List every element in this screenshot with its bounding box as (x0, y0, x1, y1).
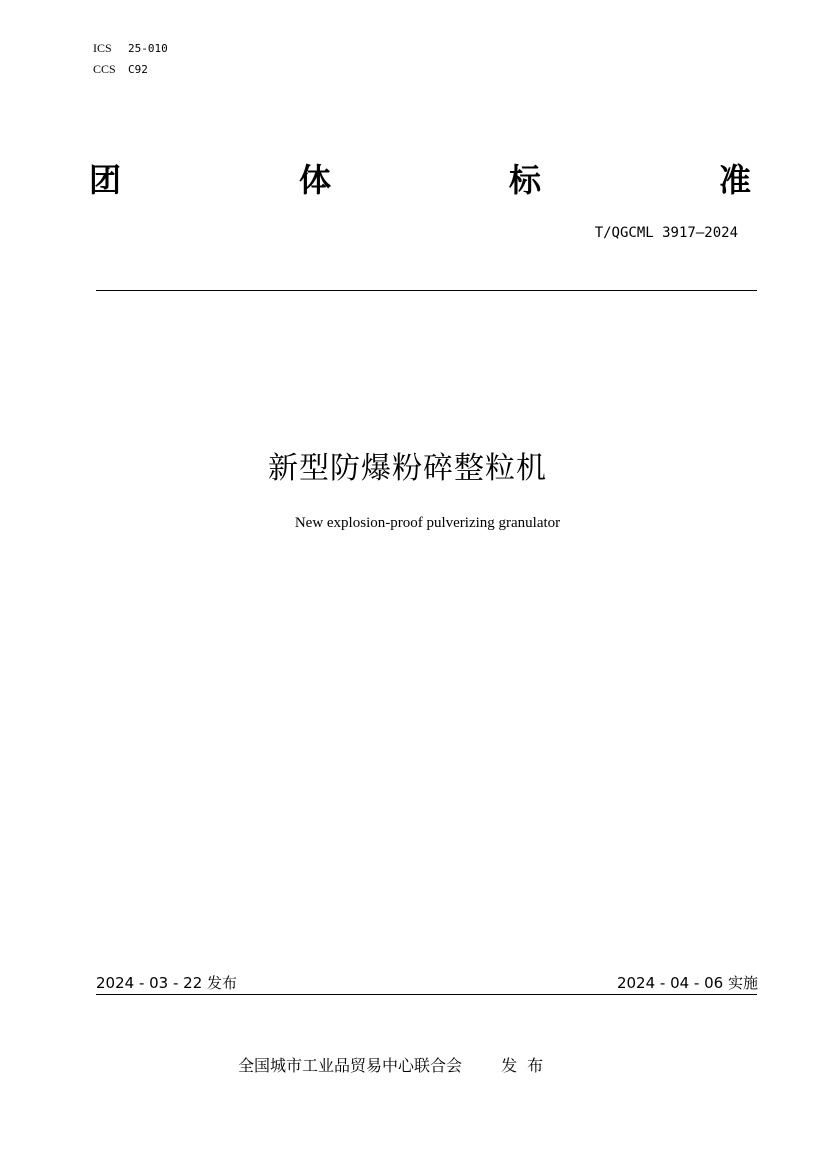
issuer-line (238, 1053, 553, 1076)
document-title-chinese: 新型防爆粉碎整粒机 (268, 451, 547, 486)
standard-type-char: 标 (508, 161, 541, 199)
ics-value: 25-010 (128, 42, 168, 55)
ccs-value: C92 (128, 63, 148, 76)
standard-type-char: 体 (298, 161, 331, 199)
ics-row (93, 38, 168, 59)
classification-codes (93, 38, 168, 80)
implement-date-line (617, 972, 758, 993)
ccs-row (93, 59, 168, 80)
standard-number: T/QGCML 3917—2024 (594, 225, 738, 241)
issuer-organization: 全国城市工业品贸易中心联合会 (238, 1056, 463, 1075)
top-divider (96, 290, 757, 291)
publish-date-line (96, 972, 237, 993)
document-title-english: New explosion-proof pulverizing granulator (294, 515, 561, 531)
standard-type-heading (89, 156, 751, 200)
bottom-divider (96, 994, 757, 995)
publish-label: 发布 (207, 974, 238, 992)
implement-date: 2024 - 04 - 06 (616, 974, 724, 992)
standard-type-char: 团 (89, 161, 122, 199)
implement-label: 实施 (727, 974, 758, 992)
ics-label: ICS (93, 41, 112, 55)
issuer-action: 发布 (501, 1056, 554, 1075)
standard-type-char: 准 (718, 161, 751, 199)
ccs-label: CCS (93, 62, 116, 76)
publish-date: 2024 - 03 - 22 (96, 974, 203, 992)
